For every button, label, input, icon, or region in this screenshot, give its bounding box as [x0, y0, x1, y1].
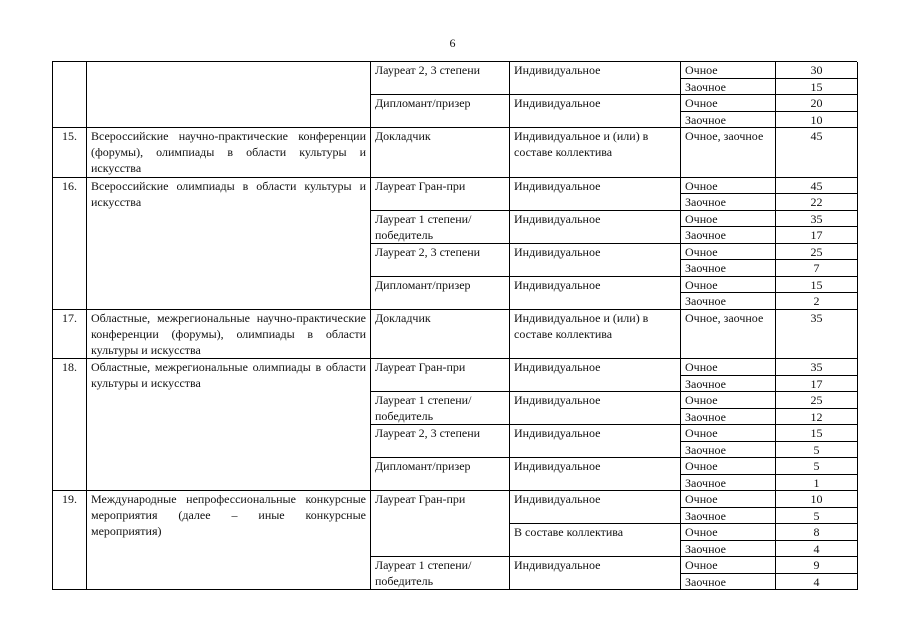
participation-cell: Индивидуальное [510, 211, 681, 244]
points-cell: 8 [776, 524, 858, 541]
form-cell: Очное [681, 211, 776, 228]
event-name: Всероссийские олимпиады в области культуры и искусства [87, 178, 371, 310]
participation-cell: Индивидуальное [510, 178, 681, 211]
points-cell: 17 [776, 227, 858, 244]
points-cell: 5 [776, 458, 858, 475]
form-cell: Заочное [681, 260, 776, 277]
form-cell: Заочное [681, 293, 776, 310]
form-cell: Очное [681, 425, 776, 442]
form-cell: Заочное [681, 541, 776, 558]
points-cell: 25 [776, 244, 858, 261]
participation-cell: Индивидуальное и (или) в составе коллектива [510, 310, 681, 360]
points-cell: 45 [776, 178, 858, 195]
points-cell: 9 [776, 557, 858, 574]
points-cell: 4 [776, 574, 858, 591]
participation-cell: Индивидуальное [510, 62, 681, 95]
status-cell: Лауреат Гран-при [371, 491, 510, 557]
points-cell: 35 [776, 359, 858, 376]
status-cell: Лауреат Гран-при [371, 178, 510, 211]
points-cell: 15 [776, 425, 858, 442]
points-cell: 35 [776, 211, 858, 228]
form-cell: Очное [681, 491, 776, 508]
status-cell: Дипломант/призер [371, 458, 510, 491]
points-cell: 1 [776, 475, 858, 492]
participation-cell: Индивидуальное [510, 277, 681, 310]
participation-cell: В составе коллектива [510, 524, 681, 557]
event-name [87, 62, 371, 128]
form-cell: Очное [681, 392, 776, 409]
points-cell: 17 [776, 376, 858, 393]
form-cell: Очное [681, 95, 776, 112]
status-cell: Лауреат Гран-при [371, 359, 510, 392]
row-number: 17. [53, 310, 87, 360]
points-cell: 7 [776, 260, 858, 277]
status-cell: Лауреат 1 степени/ победитель [371, 211, 510, 244]
points-cell: 2 [776, 293, 858, 310]
form-cell: Очное [681, 62, 776, 79]
row-number: 19. [53, 491, 87, 590]
form-cell: Очное [681, 244, 776, 261]
points-cell: 15 [776, 277, 858, 294]
event-name: Международные непрофессиональные конкурсные мероприятия (далее – иные конкурсные мероприятия) [87, 491, 371, 590]
points-cell: 15 [776, 79, 858, 96]
form-cell: Заочное [681, 227, 776, 244]
points-cell: 10 [776, 491, 858, 508]
form-cell: Очное, заочное [681, 128, 776, 178]
event-name: Областные, межрегиональные олимпиады в области культуры и искусства [87, 359, 371, 491]
points-cell: 5 [776, 508, 858, 525]
form-cell: Заочное [681, 508, 776, 525]
participation-cell: Индивидуальное [510, 244, 681, 277]
form-cell: Очное [681, 458, 776, 475]
form-cell: Очное [681, 524, 776, 541]
status-cell: Лауреат 1 степени/ победитель [371, 392, 510, 425]
participation-cell: Индивидуальное [510, 491, 681, 524]
row-number [53, 62, 87, 128]
page-number: 6 [449, 36, 456, 50]
status-cell: Дипломант/призер [371, 277, 510, 310]
form-cell: Заочное [681, 112, 776, 129]
status-cell: Лауреат 2, 3 степени [371, 62, 510, 95]
event-name: Всероссийские научно-практические конференции (форумы), олимпиады в области культуры и искусства [87, 128, 371, 178]
status-cell: Докладчик [371, 128, 510, 178]
form-cell: Очное [681, 359, 776, 376]
form-cell: Заочное [681, 79, 776, 96]
row-number: 18. [53, 359, 87, 491]
form-cell: Очное, заочное [681, 310, 776, 360]
status-cell: Дипломант/призер [371, 95, 510, 128]
participation-cell: Индивидуальное [510, 425, 681, 458]
participation-cell: Индивидуальное [510, 359, 681, 392]
form-cell: Заочное [681, 376, 776, 393]
participation-cell: Индивидуальное и (или) в составе коллектива [510, 128, 681, 178]
points-cell: 45 [776, 128, 858, 178]
form-cell: Заочное [681, 194, 776, 211]
form-cell: Очное [681, 557, 776, 574]
status-cell: Докладчик [371, 310, 510, 360]
participation-cell: Индивидуальное [510, 458, 681, 491]
participation-cell: Индивидуальное [510, 557, 681, 590]
points-cell: 12 [776, 409, 858, 426]
participation-cell: Индивидуальное [510, 95, 681, 128]
points-cell: 25 [776, 392, 858, 409]
row-number: 16. [53, 178, 87, 310]
event-name: Областные, межрегиональные научно-практические конференции (форумы), олимпиады в области культуры и искусства [87, 310, 371, 360]
form-cell: Заочное [681, 409, 776, 426]
awards-table [52, 61, 857, 590]
points-cell: 35 [776, 310, 858, 360]
form-cell: Очное [681, 277, 776, 294]
points-cell: 4 [776, 541, 858, 558]
points-cell: 22 [776, 194, 858, 211]
status-cell: Лауреат 2, 3 степени [371, 425, 510, 458]
form-cell: Заочное [681, 574, 776, 591]
points-cell: 30 [776, 62, 858, 79]
status-cell: Лауреат 2, 3 степени [371, 244, 510, 277]
form-cell: Заочное [681, 442, 776, 459]
points-cell: 10 [776, 112, 858, 129]
points-cell: 5 [776, 442, 858, 459]
participation-cell: Индивидуальное [510, 392, 681, 425]
form-cell: Очное [681, 178, 776, 195]
form-cell: Заочное [681, 475, 776, 492]
status-cell: Лауреат 1 степени/ победитель [371, 557, 510, 590]
row-number: 15. [53, 128, 87, 178]
points-cell: 20 [776, 95, 858, 112]
